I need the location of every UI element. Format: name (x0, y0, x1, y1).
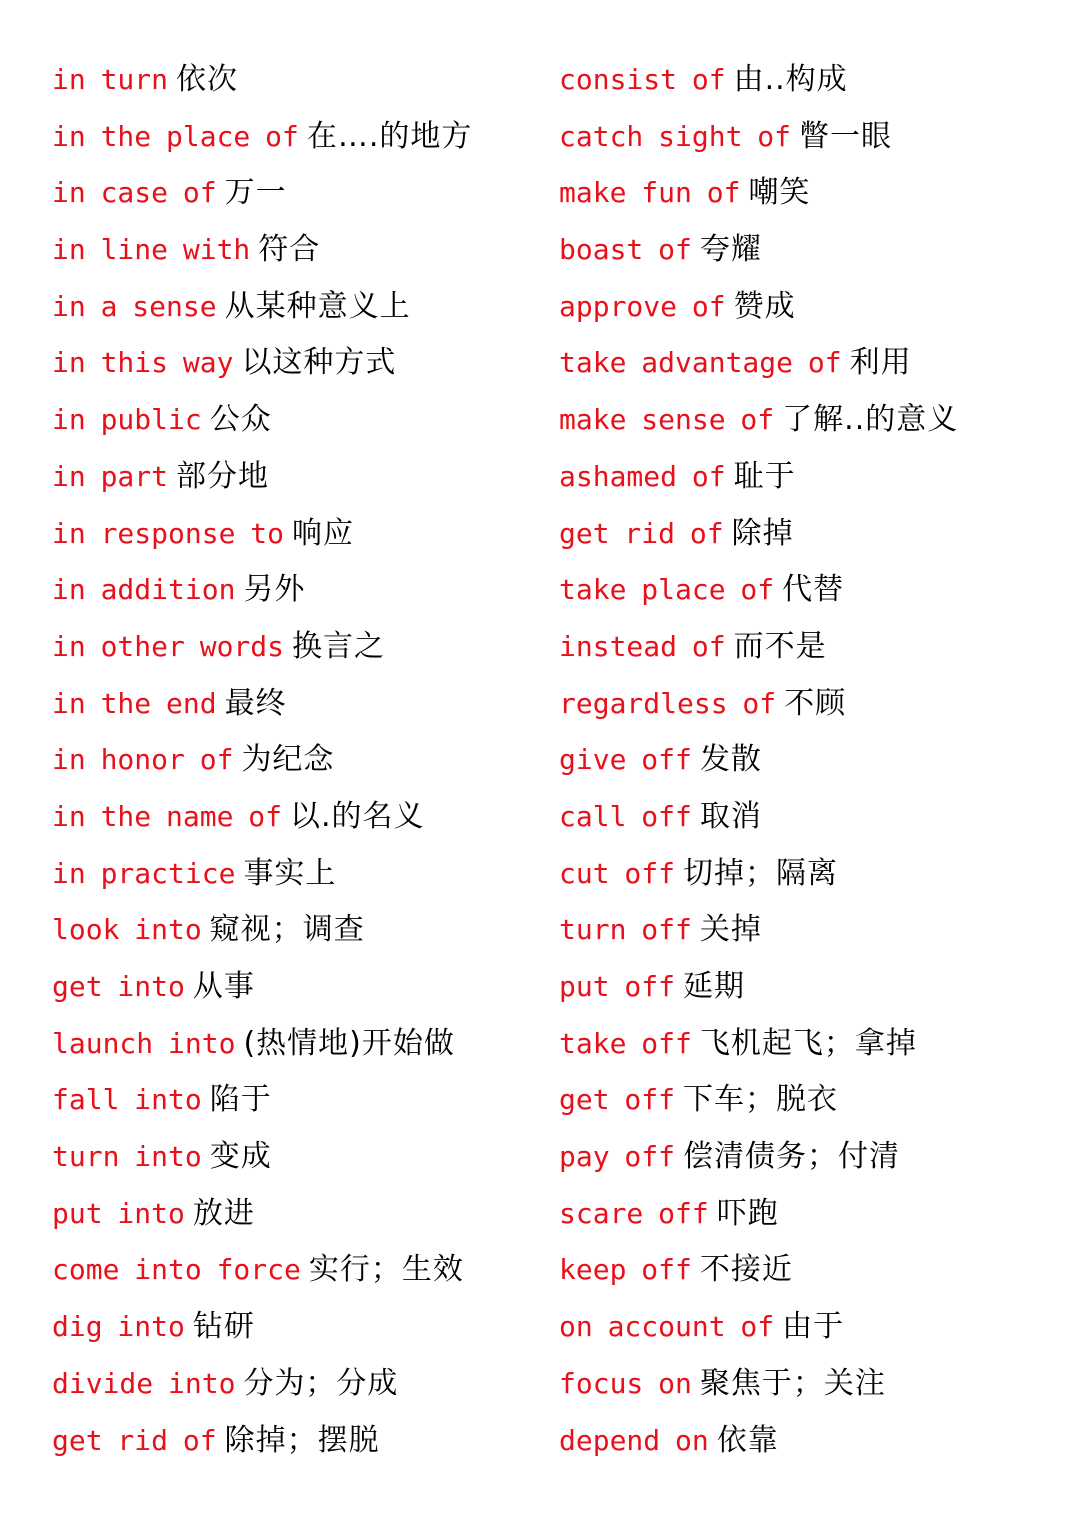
chinese-meaning: 从某种意义上 (224, 288, 411, 324)
english-phrase: fall into (52, 1083, 202, 1117)
english-phrase: ashamed of (559, 459, 726, 493)
chinese-meaning: 分为；分成 (243, 1365, 399, 1401)
english-phrase: get off (559, 1083, 676, 1117)
english-phrase: boast of (559, 233, 692, 267)
english-phrase: pay off (559, 1140, 676, 1174)
chinese-meaning: 由..构成 (733, 62, 848, 97)
chinese-meaning: 最终 (224, 685, 287, 721)
english-phrase: call off (559, 799, 692, 833)
chinese-meaning: 符合 (258, 232, 321, 268)
phrase-entry (559, 279, 1079, 336)
phrase-entry (559, 1299, 1079, 1356)
english-phrase: in turn (52, 63, 169, 96)
english-phrase: in response to (52, 516, 285, 550)
chinese-meaning: 了解..的意义 (782, 402, 959, 438)
chinese-meaning: 钻研 (192, 1309, 255, 1345)
phrase-entry (52, 392, 572, 449)
phrase-entry (52, 562, 572, 619)
phrase-entry (52, 1129, 572, 1186)
phrase-entry (52, 1186, 572, 1243)
english-phrase: turn into (52, 1140, 202, 1174)
phrase-entry (52, 1242, 572, 1299)
english-phrase: in practice (52, 856, 236, 890)
phrase-entry (52, 1356, 572, 1413)
chinese-meaning: 偿清债务；付清 (683, 1139, 901, 1175)
chinese-meaning: 延期 (683, 969, 746, 1004)
chinese-meaning: 发散 (699, 742, 762, 778)
chinese-meaning: 瞥一眼 (799, 118, 893, 154)
english-phrase: keep off (559, 1253, 692, 1287)
phrase-entry (559, 732, 1079, 789)
english-phrase: get into (52, 970, 185, 1003)
chinese-meaning: 响应 (292, 515, 355, 551)
chinese-meaning: 不顾 (784, 685, 847, 721)
english-phrase: depend on (559, 1423, 709, 1457)
english-phrase: make sense of (559, 403, 775, 437)
chinese-meaning: 吓跑 (716, 1195, 779, 1231)
chinese-meaning: 依次 (176, 62, 239, 97)
english-phrase: in the name of (52, 799, 283, 833)
english-phrase: launch into (52, 1026, 236, 1060)
chinese-meaning: 关掉 (699, 912, 762, 948)
phrase-entry (559, 1356, 1079, 1413)
chinese-meaning: 为纪念 (241, 742, 335, 778)
phrase-entry (559, 1413, 1079, 1470)
chinese-meaning: 依靠 (716, 1422, 779, 1458)
chinese-meaning: 陷于 (209, 1082, 272, 1118)
phrase-entry (52, 506, 572, 563)
english-phrase: catch sight of (559, 119, 792, 153)
phrase-entry (559, 959, 1079, 1016)
english-phrase: consist of (559, 63, 726, 96)
chinese-meaning: 从事 (192, 969, 255, 1004)
chinese-meaning: 飞机起飞；拿掉 (699, 1025, 917, 1061)
phrase-entry (559, 789, 1079, 846)
phrase-entry (559, 676, 1079, 733)
chinese-meaning: 除掉 (731, 515, 794, 551)
english-phrase: in case of (52, 176, 217, 210)
phrase-entry (52, 959, 572, 1016)
phrase-entry (559, 619, 1079, 676)
right-phrase-column (559, 52, 1079, 1469)
phrase-entry (559, 846, 1079, 903)
chinese-meaning: 变成 (209, 1139, 272, 1175)
phrase-entry (52, 1072, 572, 1129)
english-phrase: instead of (559, 629, 726, 663)
english-phrase: approve of (559, 289, 726, 323)
phrase-entry (52, 732, 572, 789)
chinese-meaning: 部分地 (176, 458, 270, 494)
phrase-entry (52, 449, 572, 506)
chinese-meaning: 切掉；隔离 (683, 855, 839, 891)
english-phrase: divide into (52, 1366, 236, 1400)
chinese-meaning: 换言之 (292, 628, 386, 664)
phrase-entry (52, 619, 572, 676)
english-phrase: make fun of (559, 176, 741, 210)
english-phrase: in this way (52, 346, 234, 380)
english-phrase: take advantage of (559, 346, 842, 380)
english-phrase: take place of (559, 573, 775, 607)
chinese-meaning: 耻于 (733, 458, 796, 494)
chinese-meaning: 由于 (782, 1309, 845, 1345)
chinese-meaning: (热情地)开始做 (243, 1025, 455, 1061)
chinese-meaning: 以这种方式 (241, 345, 397, 381)
english-phrase: get rid of (52, 1423, 217, 1457)
phrase-entry (559, 1129, 1079, 1186)
phrase-entry (52, 902, 572, 959)
chinese-meaning: 代替 (782, 572, 845, 608)
english-phrase: come into force (52, 1253, 301, 1287)
phrase-entry (52, 279, 572, 336)
english-phrase: take off (559, 1026, 692, 1060)
english-phrase: put off (559, 970, 676, 1003)
chinese-meaning: 不接近 (699, 1252, 793, 1288)
english-phrase: in part (52, 459, 169, 493)
left-phrase-column (52, 52, 572, 1469)
phrase-entry (52, 1299, 572, 1356)
phrase-entry (559, 1072, 1079, 1129)
phrase-entry (52, 846, 572, 903)
chinese-meaning: 另外 (243, 572, 306, 608)
phrase-entry (52, 676, 572, 733)
english-phrase: in the end (52, 686, 217, 720)
phrase-entry (52, 335, 572, 392)
phrase-entry (52, 52, 572, 109)
phrase-entry (52, 165, 572, 222)
chinese-meaning: 在….的地方 (306, 118, 473, 154)
chinese-meaning: 而不是 (733, 628, 827, 664)
english-phrase: give off (559, 743, 692, 777)
chinese-meaning: 以.的名义 (290, 798, 425, 834)
chinese-meaning: 事实上 (243, 855, 337, 891)
phrase-entry (559, 392, 1079, 449)
chinese-meaning: 窥视；调查 (209, 912, 365, 948)
chinese-meaning: 除掉；摆脱 (224, 1422, 380, 1458)
english-phrase: in other words (52, 629, 285, 663)
english-phrase: cut off (559, 856, 676, 890)
english-phrase: dig into (52, 1310, 185, 1344)
english-phrase: in addition (52, 573, 236, 607)
phrase-entry (559, 562, 1079, 619)
english-phrase: in line with (52, 233, 251, 267)
english-phrase: turn off (559, 913, 692, 947)
phrase-entry (52, 109, 572, 166)
english-phrase: in a sense (52, 289, 217, 323)
english-phrase: in honor of (52, 743, 234, 777)
english-phrase: on account of (559, 1310, 775, 1344)
chinese-meaning: 利用 (849, 345, 912, 381)
english-phrase: scare off (559, 1196, 709, 1230)
chinese-meaning: 万一 (224, 175, 287, 211)
phrase-entry (52, 789, 572, 846)
phrase-entry (52, 222, 572, 279)
chinese-meaning: 夸耀 (699, 232, 762, 268)
phrase-entry (559, 335, 1079, 392)
chinese-meaning: 聚焦于；关注 (699, 1365, 886, 1401)
english-phrase: get rid of (559, 516, 724, 550)
phrase-entry (559, 165, 1079, 222)
chinese-meaning: 下车；脱衣 (683, 1082, 839, 1118)
phrase-entry (559, 1242, 1079, 1299)
english-phrase: regardless of (559, 686, 777, 720)
english-phrase: focus on (559, 1366, 692, 1400)
phrase-entry (559, 506, 1079, 563)
phrase-entry (559, 109, 1079, 166)
english-phrase: put into (52, 1196, 185, 1230)
english-phrase: in the place of (52, 119, 299, 153)
chinese-meaning: 公众 (209, 402, 272, 438)
chinese-meaning: 嘲笑 (748, 175, 811, 211)
phrase-entry (559, 52, 1079, 109)
phrase-entry (559, 1016, 1079, 1073)
phrase-entry (559, 1186, 1079, 1243)
english-phrase: in public (52, 403, 202, 437)
chinese-meaning: 实行；生效 (308, 1252, 464, 1288)
chinese-meaning: 放进 (192, 1195, 255, 1231)
english-phrase: look into (52, 913, 202, 947)
chinese-meaning: 取消 (699, 798, 762, 834)
chinese-meaning: 赞成 (733, 288, 796, 324)
phrase-entry (559, 449, 1079, 506)
phrase-entry (559, 222, 1079, 279)
phrase-entry (52, 1016, 572, 1073)
phrase-entry (559, 902, 1079, 959)
phrase-entry (52, 1413, 572, 1470)
